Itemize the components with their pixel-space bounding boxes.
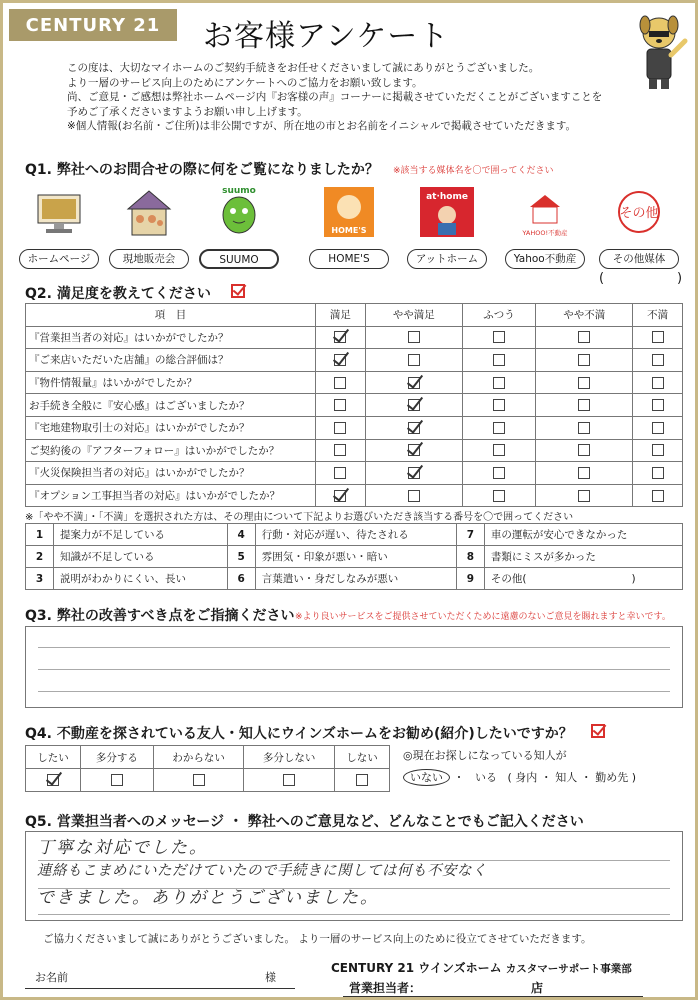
intro-line: 予めご了承くださいますようお願い申し上げます。 bbox=[67, 105, 308, 118]
athome-icon-text: at·home bbox=[426, 192, 468, 202]
homes-logo-icon bbox=[320, 183, 378, 241]
rating-checkbox[interactable] bbox=[334, 467, 346, 479]
rating-cell bbox=[633, 349, 683, 372]
satisfaction-row bbox=[26, 439, 683, 462]
rating-checkbox[interactable] bbox=[408, 467, 420, 479]
media-label: ホームページ bbox=[19, 249, 99, 269]
satisfaction-row bbox=[26, 326, 683, 349]
reason-table bbox=[25, 523, 683, 590]
rating-checkbox[interactable] bbox=[652, 377, 664, 389]
satisfaction-row bbox=[26, 394, 683, 417]
rating-checkbox[interactable] bbox=[493, 399, 505, 411]
question-text: 『宅地建物取引士の対応』はいかがでしたか？ bbox=[26, 416, 316, 439]
recommend-option-cell bbox=[334, 769, 389, 792]
media-label: アットホーム bbox=[407, 249, 487, 269]
answer-line bbox=[38, 691, 670, 692]
rating-checkbox[interactable] bbox=[578, 444, 590, 456]
computer-icon bbox=[30, 183, 88, 241]
rating-checkbox[interactable] bbox=[652, 354, 664, 366]
rating-checkbox[interactable] bbox=[493, 422, 505, 434]
recommend-option-label: わからない bbox=[153, 746, 244, 769]
q1-other-paren-open: ( bbox=[599, 271, 605, 286]
name-field-line[interactable] bbox=[25, 988, 295, 989]
rating-cell bbox=[633, 484, 683, 507]
recommend-checkbox[interactable] bbox=[47, 774, 59, 786]
media-label: Yahoo不動産 bbox=[505, 249, 585, 269]
century21-logo: CENTURY 21 bbox=[9, 9, 177, 41]
reason-number[interactable]: 1 bbox=[26, 524, 54, 546]
question-text: 『物件情報量』はいかがでしたか？ bbox=[26, 371, 316, 394]
rating-checkbox[interactable] bbox=[578, 399, 590, 411]
suumo-icon-text: suumo bbox=[222, 186, 256, 196]
staff-field-line[interactable] bbox=[343, 996, 643, 997]
satisfaction-row bbox=[26, 416, 683, 439]
media-option-athome[interactable] bbox=[407, 183, 487, 267]
rating-cell bbox=[536, 349, 633, 372]
question-text: 『オプション工事担当者の対応』はいかがでしたか？ bbox=[26, 484, 316, 507]
rating-cell bbox=[536, 484, 633, 507]
reason-note: ※「やや不満」・「不満」を選択された方は、その理由について下記よりお選びいただき該当する番号を〇で囲ってください bbox=[25, 512, 574, 523]
rating-checkbox[interactable] bbox=[493, 377, 505, 389]
page-title: お客様アンケート bbox=[203, 19, 450, 54]
rating-checkbox[interactable] bbox=[578, 354, 590, 366]
question-text: 『営業担当者の対応』はいかがでしたか？ bbox=[26, 326, 316, 349]
rating-checkbox[interactable] bbox=[334, 490, 346, 502]
header-dissatisfied: 不満 bbox=[633, 304, 683, 327]
rating-cell bbox=[633, 371, 683, 394]
rating-cell bbox=[365, 326, 462, 349]
reason-number[interactable]: 4 bbox=[227, 524, 255, 546]
satisfaction-table bbox=[25, 303, 683, 507]
reason-text: 雰囲気・印象が悪い・暗い bbox=[255, 546, 456, 568]
q5-title: Q5. 営業担当者へのメッセージ ・ 弊社へのご意見など、どんなことでもご記入ください bbox=[25, 814, 584, 830]
staff-label: 営業担当者： bbox=[349, 981, 422, 995]
rating-cell bbox=[365, 484, 462, 507]
q3-note: ※より良いサービスをご提供させていただくために遠慮のないご意見を賜れますと幸いです。 bbox=[295, 612, 671, 622]
reason-number[interactable]: 5 bbox=[227, 546, 255, 568]
reason-text: 知識が不足している bbox=[54, 546, 228, 568]
rating-cell bbox=[536, 439, 633, 462]
rating-cell bbox=[536, 394, 633, 417]
recommend-checkbox[interactable] bbox=[193, 774, 205, 786]
rating-cell bbox=[633, 326, 683, 349]
rating-checkbox[interactable] bbox=[578, 467, 590, 479]
rating-cell bbox=[365, 416, 462, 439]
intro-line: ※個人情報(お名前・ご住所)は非公開ですが、所在地の市とお名前をイニシャルで掲載させていただきます。 bbox=[67, 120, 577, 132]
question-text: ご契約後の『アフターフォロー』はいかがでしたか？ bbox=[26, 439, 316, 462]
rating-checkbox[interactable] bbox=[652, 331, 664, 343]
rating-checkbox[interactable] bbox=[652, 444, 664, 456]
q1-other-paren-close: ) bbox=[677, 271, 683, 286]
reason-text: 書類にミスが多かった bbox=[484, 546, 682, 568]
friend-detail: ( 身内 ・ 知人 ・ 勤め先 ) bbox=[507, 771, 637, 784]
q4-title: Q4. 不動産を探されている友人・知人にウインズホームをお勧め(紹介)したいですか？ bbox=[25, 726, 573, 742]
department-name: カスタマーサポート事業部 bbox=[505, 963, 632, 975]
recommend-option-label: しない bbox=[334, 746, 389, 769]
recommend-check-row bbox=[26, 769, 390, 792]
rating-checkbox[interactable] bbox=[408, 331, 420, 343]
yahoo-icon-text: YAHOO!不動産 bbox=[522, 229, 568, 237]
recommend-option-cell bbox=[244, 769, 335, 792]
media-option-homepage[interactable] bbox=[19, 183, 99, 267]
reason-number[interactable]: 6 bbox=[227, 568, 255, 590]
family-house-icon bbox=[120, 183, 178, 241]
media-option-suumo[interactable] bbox=[199, 183, 279, 267]
reason-number[interactable]: 9 bbox=[456, 568, 484, 590]
rating-cell bbox=[633, 462, 683, 485]
handwritten-line: 連絡もこまめにいただけていたので手続きに関しては何も不安なく bbox=[37, 863, 487, 879]
rating-cell bbox=[633, 416, 683, 439]
rating-checkbox[interactable] bbox=[334, 331, 346, 343]
media-option-homes[interactable] bbox=[309, 183, 389, 267]
reason-text: 説明がわかりにくい、長い bbox=[54, 568, 228, 590]
rating-checkbox[interactable] bbox=[408, 377, 420, 389]
rating-checkbox[interactable] bbox=[334, 377, 346, 389]
header-satisfied: 満足 bbox=[316, 304, 366, 327]
rating-cell bbox=[536, 416, 633, 439]
reason-row bbox=[26, 546, 683, 568]
rating-cell bbox=[536, 326, 633, 349]
reason-number[interactable]: 7 bbox=[456, 524, 484, 546]
rating-cell bbox=[462, 371, 535, 394]
reason-row bbox=[26, 524, 683, 546]
rating-checkbox[interactable] bbox=[493, 331, 505, 343]
reason-text: 車の運転が安心できなかった bbox=[484, 524, 682, 546]
friend-question: ◎現在お探しになっている知人が bbox=[403, 749, 567, 762]
intro-line: 尚、ご意見・ご感想は弊社ホームページ内『お客様の声』コーナーに掲載させていただくことがございますことを bbox=[67, 91, 603, 103]
question-text: お手続き全般に『安心感』はございましたか？ bbox=[26, 394, 316, 417]
red-check-icon bbox=[591, 724, 605, 738]
rating-checkbox[interactable] bbox=[652, 422, 664, 434]
reason-text: 行動・対応が遅い、待たされる bbox=[255, 524, 456, 546]
media-option-other[interactable] bbox=[599, 183, 679, 267]
answer-line bbox=[38, 669, 670, 670]
athome-logo-icon bbox=[418, 183, 476, 241]
rating-checkbox[interactable] bbox=[408, 399, 420, 411]
question-text: 『ご来店いただいた店舗』の総合評価は？ bbox=[26, 349, 316, 372]
rating-cell bbox=[462, 394, 535, 417]
header-neutral: ふつう bbox=[462, 304, 535, 327]
answer-line bbox=[38, 914, 670, 915]
rating-cell bbox=[365, 394, 462, 417]
yahoo-house-icon bbox=[516, 183, 574, 241]
rating-checkbox[interactable] bbox=[578, 422, 590, 434]
friend-options bbox=[403, 769, 636, 785]
reason-number[interactable]: 2 bbox=[26, 546, 54, 568]
homes-icon-text: HOME'S bbox=[331, 226, 367, 235]
rating-checkbox[interactable] bbox=[652, 399, 664, 411]
reason-row bbox=[26, 568, 683, 590]
rating-checkbox[interactable] bbox=[408, 422, 420, 434]
satisfaction-row bbox=[26, 371, 683, 394]
q1-note: ※該当する媒体名を〇で囲ってください bbox=[393, 166, 554, 176]
recommend-option-label: 多分する bbox=[81, 746, 154, 769]
rating-cell bbox=[316, 394, 366, 417]
rating-cell bbox=[316, 439, 366, 462]
intro-line: より一層のサービス向上のためにアンケートへのご協力をお願い致します。 bbox=[67, 76, 423, 89]
media-option-open-house[interactable] bbox=[109, 183, 189, 267]
satisfaction-row bbox=[26, 462, 683, 485]
intro-text bbox=[67, 61, 647, 134]
recommend-checkbox[interactable] bbox=[283, 774, 295, 786]
media-option-yahoo[interactable] bbox=[505, 183, 585, 267]
rating-cell bbox=[365, 439, 462, 462]
rating-cell bbox=[316, 416, 366, 439]
reason-text: 言葉遣い・身だしなみが悪い bbox=[255, 568, 456, 590]
recommend-label-row bbox=[26, 746, 390, 769]
q3-title: Q3. 弊社の改善すべき点をご指摘ください bbox=[25, 608, 295, 624]
media-label: その他媒体 bbox=[599, 249, 679, 269]
rating-cell bbox=[316, 462, 366, 485]
rating-checkbox[interactable] bbox=[408, 354, 420, 366]
footer-brand bbox=[331, 959, 632, 976]
rating-cell bbox=[365, 349, 462, 372]
intro-line: この度は、大切なマイホームのご契約手続きをお任せくださいまして誠にありがとうございました。 bbox=[67, 62, 540, 74]
satisfaction-row bbox=[26, 349, 683, 372]
rating-checkbox[interactable] bbox=[493, 467, 505, 479]
q2-title: Q2. 満足度を教えてください bbox=[25, 286, 211, 302]
company-name: CENTURY 21 ウインズホーム bbox=[331, 961, 502, 975]
rating-cell bbox=[633, 439, 683, 462]
rating-checkbox[interactable] bbox=[334, 422, 346, 434]
rating-cell bbox=[316, 371, 366, 394]
rating-cell bbox=[365, 462, 462, 485]
rating-checkbox[interactable] bbox=[493, 490, 505, 502]
reason-number[interactable]: 8 bbox=[456, 546, 484, 568]
handwritten-line: できました。ありがとうございました。 bbox=[37, 888, 379, 908]
recommend-option-cell bbox=[26, 769, 81, 792]
name-suffix: 様 bbox=[265, 971, 276, 984]
recommend-checkbox[interactable] bbox=[356, 774, 368, 786]
media-label: 現地販売会 bbox=[109, 249, 189, 269]
header-somewhat-dissatisfied: やや不満 bbox=[536, 304, 633, 327]
rating-cell bbox=[462, 484, 535, 507]
rating-checkbox[interactable] bbox=[652, 467, 664, 479]
friend-option-yes[interactable]: いる bbox=[475, 771, 497, 784]
q1-title: Q1. 弊社へのお問合せの際に何をご覧になりましたか？ bbox=[25, 162, 379, 178]
rating-checkbox[interactable] bbox=[408, 444, 420, 456]
other-stamp-icon bbox=[610, 183, 668, 241]
store-label: 店 bbox=[531, 981, 544, 995]
rating-cell bbox=[365, 371, 462, 394]
rating-cell bbox=[633, 394, 683, 417]
rating-checkbox[interactable] bbox=[578, 331, 590, 343]
recommend-option-label: 多分しない bbox=[244, 746, 335, 769]
rating-cell bbox=[316, 484, 366, 507]
rating-checkbox[interactable] bbox=[493, 444, 505, 456]
recommend-option-cell bbox=[81, 769, 154, 792]
rating-cell bbox=[316, 326, 366, 349]
thanks-message: ご協力くださいまして誠にありがとうございました。 より一層のサービス向上のために役立てさせていただきます。 bbox=[43, 933, 592, 945]
recommend-checkbox[interactable] bbox=[111, 774, 123, 786]
rating-checkbox[interactable] bbox=[493, 354, 505, 366]
recommend-option-cell bbox=[153, 769, 244, 792]
rating-cell bbox=[536, 462, 633, 485]
rating-checkbox[interactable] bbox=[652, 490, 664, 502]
rating-cell bbox=[462, 349, 535, 372]
q3-answer-box[interactable] bbox=[25, 626, 683, 708]
rating-cell bbox=[462, 462, 535, 485]
recommend-table bbox=[25, 745, 390, 792]
rating-cell bbox=[316, 349, 366, 372]
rating-checkbox[interactable] bbox=[578, 377, 590, 389]
friend-separator: ・ bbox=[453, 771, 465, 784]
reason-text: 提案力が不足している bbox=[54, 524, 228, 546]
recommend-option-label: したい bbox=[26, 746, 81, 769]
reason-text: その他( ) bbox=[484, 568, 682, 590]
satisfaction-row bbox=[26, 484, 683, 507]
media-label: HOME'S bbox=[309, 249, 389, 269]
rating-cell bbox=[462, 326, 535, 349]
media-label: SUUMO bbox=[199, 249, 279, 269]
rating-cell bbox=[462, 416, 535, 439]
rating-checkbox[interactable] bbox=[408, 490, 420, 502]
rating-checkbox[interactable] bbox=[334, 444, 346, 456]
header-somewhat-satisfied: やや満足 bbox=[365, 304, 462, 327]
reason-number[interactable]: 3 bbox=[26, 568, 54, 590]
red-check-icon bbox=[231, 284, 245, 298]
rating-checkbox[interactable] bbox=[578, 490, 590, 502]
answer-line bbox=[38, 647, 670, 648]
name-label: お名前 bbox=[35, 971, 68, 984]
suumo-mascot-icon bbox=[210, 183, 268, 241]
friend-option-none[interactable]: いない bbox=[403, 769, 450, 786]
question-text: 『火災保険担当者の対応』はいかがでしたか？ bbox=[26, 462, 316, 485]
rating-cell bbox=[462, 439, 535, 462]
header-item: 項 目 bbox=[26, 304, 316, 327]
rating-checkbox[interactable] bbox=[334, 399, 346, 411]
rating-checkbox[interactable] bbox=[334, 354, 346, 366]
rating-cell bbox=[536, 371, 633, 394]
handwritten-line: 丁寧な対応でした。 bbox=[37, 838, 208, 858]
other-icon-text: その他 bbox=[619, 206, 659, 221]
